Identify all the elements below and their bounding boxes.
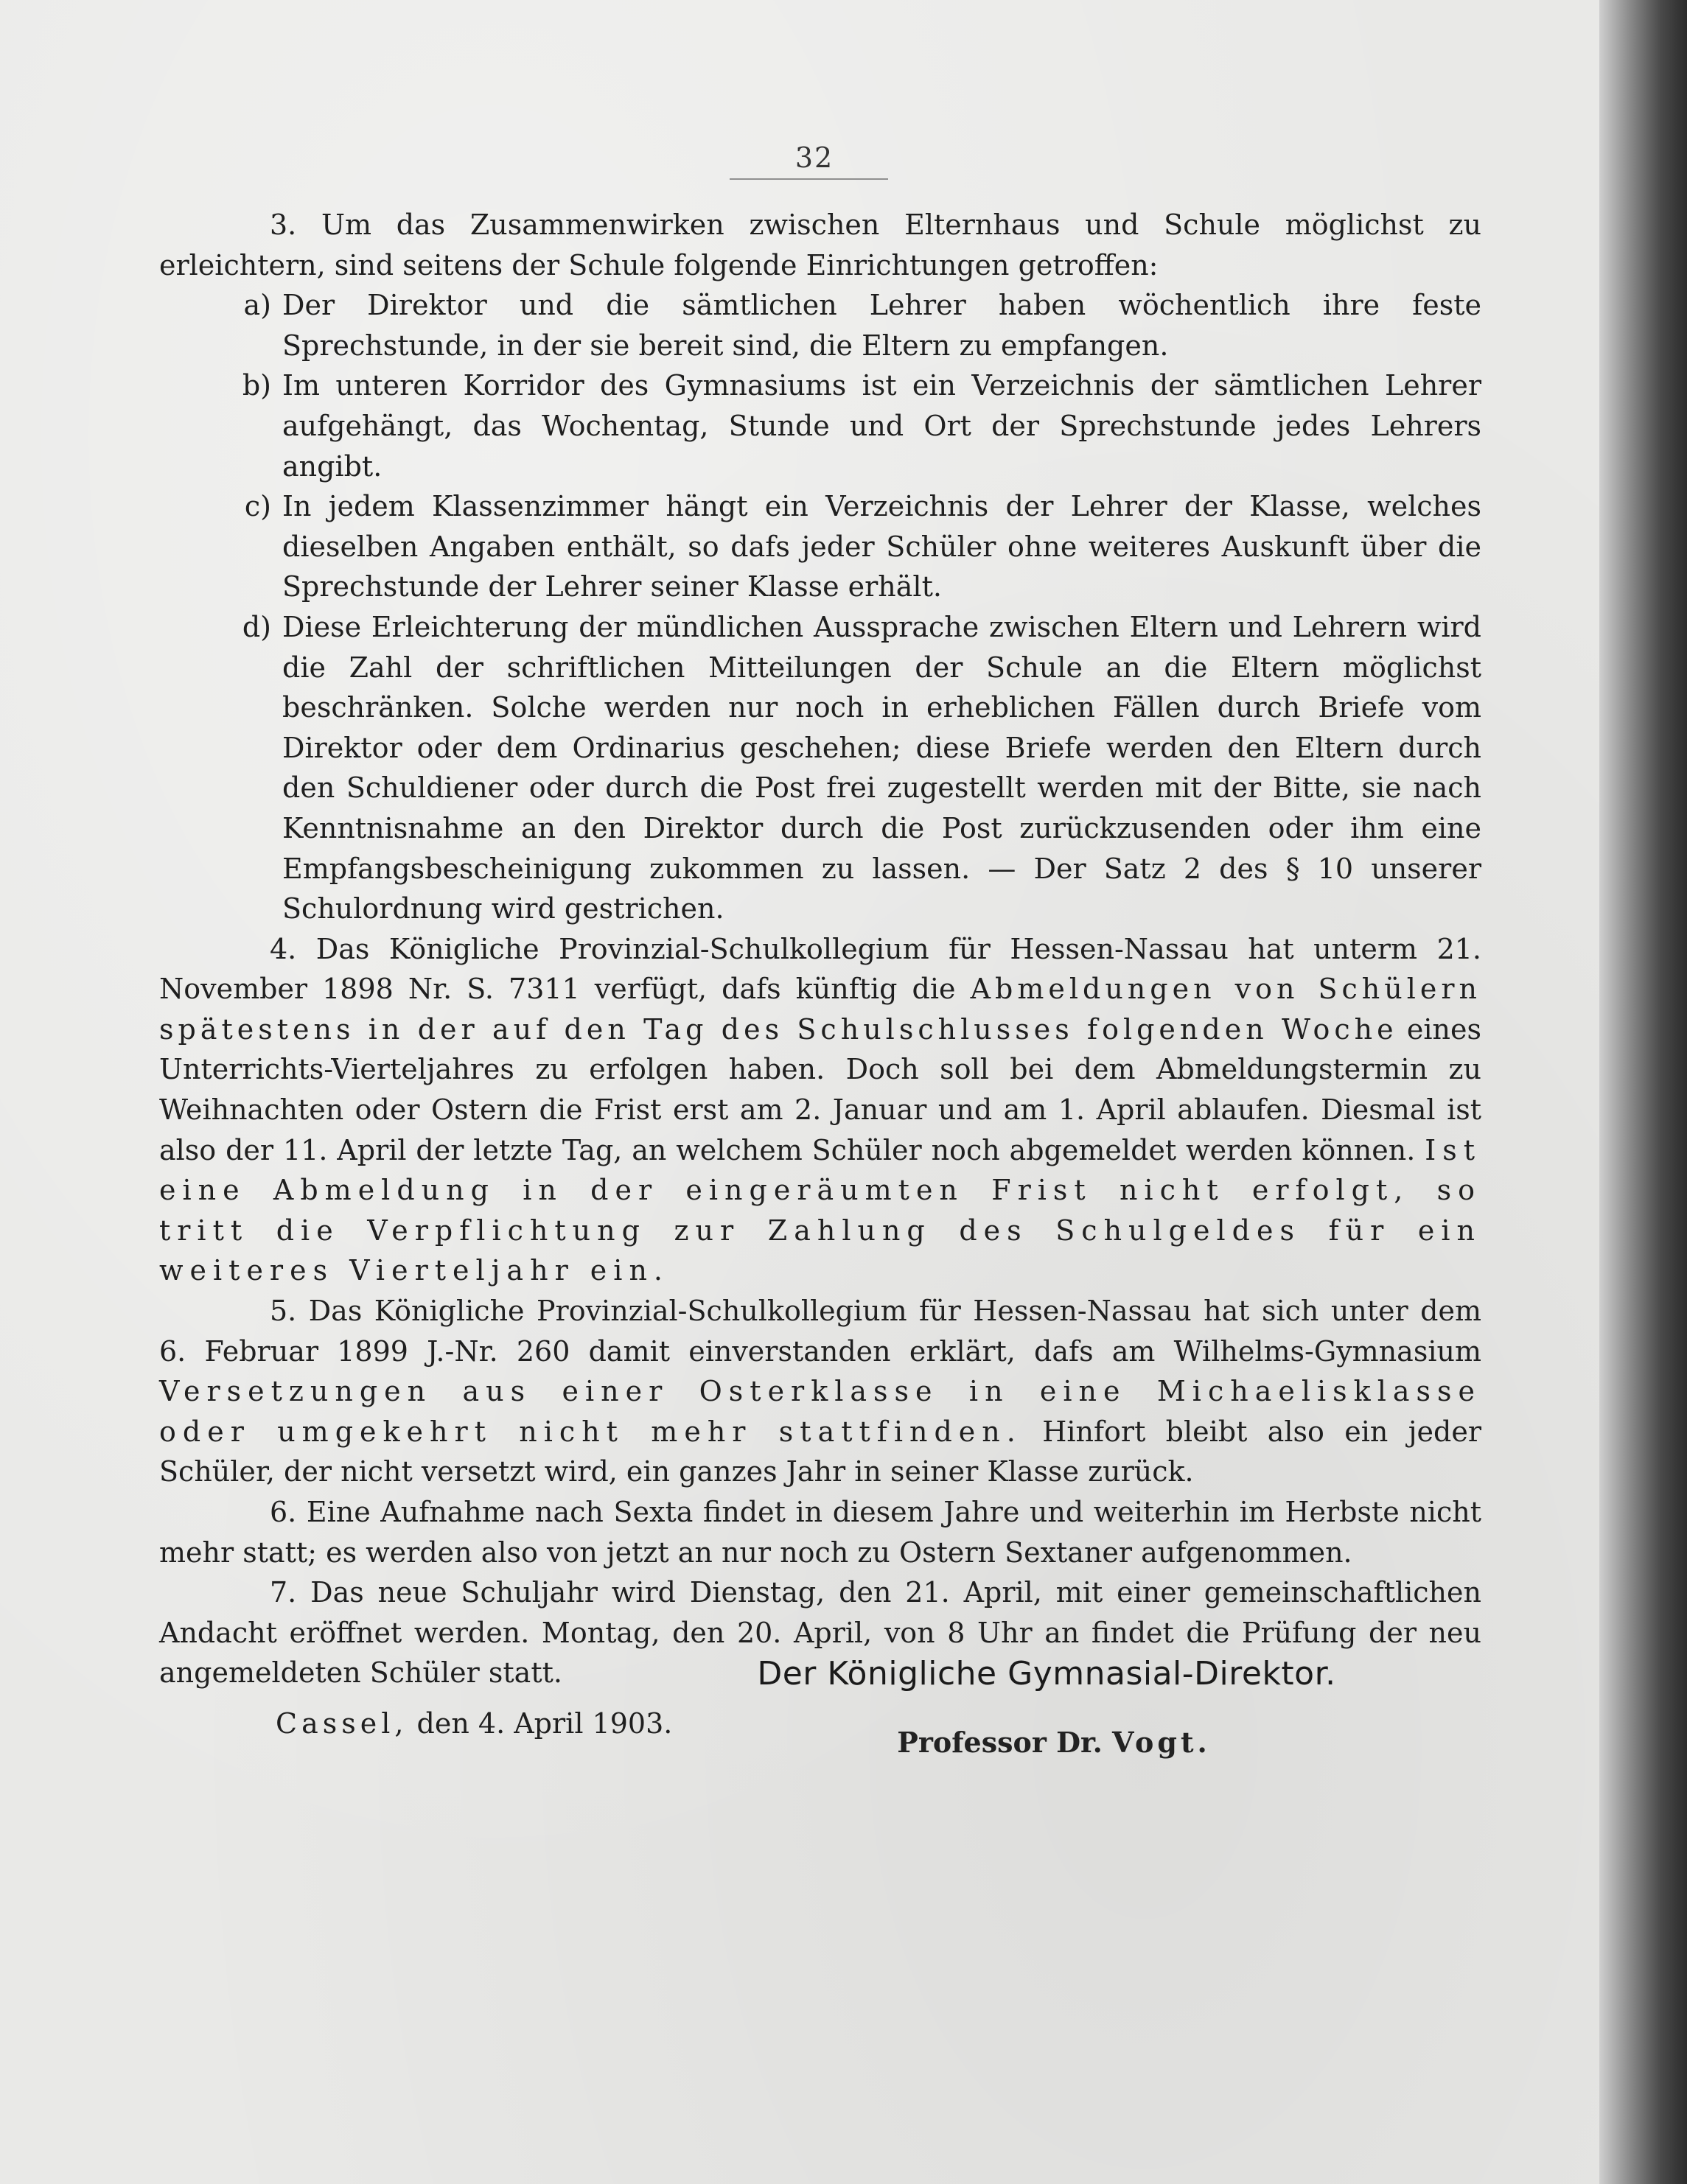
dateline-place: Cassel, bbox=[276, 1707, 408, 1740]
list-item-b bbox=[159, 365, 1481, 486]
signature-prefix: Professor Dr. bbox=[897, 1726, 1113, 1759]
section-5-text: 5. Das Königliche Provinzial-Schulkollegium für Hessen-Nassau hat sich unter dem 6. Februar 1899 J.-Nr. 260 damit einverstanden erklärt, dafs am Wilhelms-Gymnasium bbox=[159, 1295, 1481, 1368]
section-4-text-continued: eines Unterrichts-Vierteljahres zu erfolgen haben. Doch soll bei dem Abmeldungstermin zu Weihnachten oder Ostern die Frist erst am 2. Januar und am 1. April ablaufen. Diesmal ist also der 11. April der letzte Tag, an welchem Schüler noch abgemeldet werden können. bbox=[159, 1012, 1481, 1166]
section-5-text-continued: Hinfort bleibt also ein jeder Schüler, der nicht versetzt wird, ein ganzes Jahr in seiner Klasse zurück. bbox=[159, 1415, 1481, 1488]
scan-edge-shadow bbox=[1599, 0, 1687, 2184]
header-rule bbox=[730, 178, 888, 180]
signature-title: Der Königliche Gymnasial-Direktor. bbox=[757, 1655, 1336, 1693]
section-7: 7. Das neue Schuljahr wird Dienstag, den 21. April, mit einer gemeinschaftlichen Andacht eröffnet werden. Montag, den 20. April, von 8 Uhr an findet die Prüfung der neu angemeldeten Schüler statt. bbox=[159, 1576, 1481, 1690]
list-marker: a) bbox=[243, 289, 271, 322]
page-number: 32 bbox=[794, 141, 834, 174]
section-4 bbox=[159, 929, 1481, 1291]
list-item-a bbox=[159, 285, 1481, 365]
section-6: 6. Eine Aufnahme nach Sexta findet in diesem Jahre und weiterhin im Herbste nicht mehr statt; es werden also von jetzt an nur noch zu Ostern Sextaner aufgenommen. bbox=[159, 1496, 1481, 1569]
section-5-spaced-text: Versetzungen aus einer Osterklasse in eine Michaelisklasse oder umgekehrt nicht mehr stattfinden. bbox=[159, 1375, 1481, 1448]
list-item-text: Der Direktor und die sämtlichen Lehrer haben wöchentlich ihre feste Sprechstunde, in der sie bereit sind, die Eltern zu empfangen. bbox=[282, 289, 1481, 362]
section-4-text: 4. Das Königliche Provinzial-Schulkollegium für Hessen-Nassau hat unterm 21. November 1898 Nr. S. 7311 verfügt, dafs künftig die bbox=[159, 932, 1481, 1006]
list-marker: d) bbox=[242, 610, 271, 643]
list-item-text: Im unteren Korridor des Gymnasiums ist ein Verzeichnis der sämtlichen Lehrer aufgehängt, das Wochentag, Stunde und Ort der Sprechstunde jedes Lehrers angibt. bbox=[282, 369, 1481, 483]
list-marker: c) bbox=[244, 490, 271, 523]
list-item-text: Diese Erleichterung der mündlichen Aussprache zwischen Eltern und Lehrern wird die Zahl der schriftlichen Mitteilungen der Schule an die Eltern möglichst beschränken. Solche werden nur noch in erheblichen Fällen durch Briefe vom Direktor oder dem Ordinarius geschehen; diese Briefe werden den Eltern durch den Schuldiener oder durch die Post frei zugestellt werden mit der Bitte, sie nach Kenntnisnahme an den Direktor durch die Post zurückzusenden oder ihm eine Empfangsbescheinigung zukommen zu lassen. — Der Satz 2 des § 10 unserer Schulordnung wird gestrichen. bbox=[282, 610, 1481, 925]
dateline-date: den 4. April 1903. bbox=[408, 1707, 673, 1740]
list-item-d bbox=[159, 607, 1481, 929]
section-3-lead: 3. Um das Zusammenwirken zwischen Elternhaus und Schule möglichst zu erleichtern, sind seitens der Schule folgende Einrichtungen getroffen: bbox=[159, 209, 1481, 281]
dateline bbox=[159, 1704, 1481, 1744]
list-item-c bbox=[159, 486, 1481, 607]
section-5 bbox=[159, 1291, 1481, 1492]
signature-name bbox=[848, 1726, 1260, 1759]
section-4-spaced-consequence: Ist eine Abmeldung in der eingeräumten Frist nicht erfolgt, so tritt die Verpflichtung zur Zahlung des Schulgeldes für ein weiteres Vierteljahr ein. bbox=[159, 1133, 1481, 1287]
section-4-spaced-deadline: Abmeldungen von Schülern spätestens in der auf den Tag des Schulschlusses folgenden Woche bbox=[159, 973, 1481, 1046]
document-body bbox=[159, 205, 1481, 1744]
signature-surname: Vogt. bbox=[1112, 1726, 1211, 1759]
list-marker: b) bbox=[242, 369, 271, 402]
list-item-text: In jedem Klassenzimmer hängt ein Verzeichnis der Lehrer der Klasse, welches dieselben Angaben enthält, so dafs jeder Schüler ohne weiteres Auskunft über die Sprechstunde der Lehrer seiner Klasse erhält. bbox=[282, 490, 1481, 603]
